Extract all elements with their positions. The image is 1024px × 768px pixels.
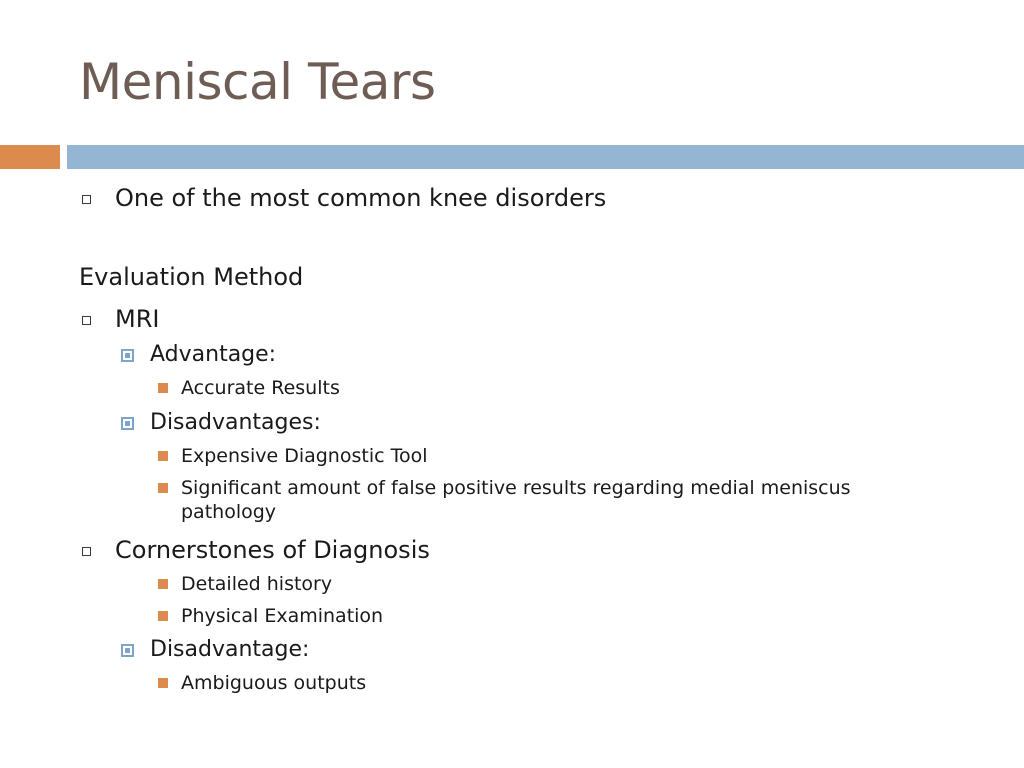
square-bullet-icon [158,383,168,393]
square-bullet-icon [158,483,168,493]
square-bullet-icon [158,579,168,589]
bullet-advantage: Advantage: [150,342,277,367]
bullet-intro: One of the most common knee disorders [115,184,607,212]
bullet-cornerstones: Cornerstones of Diagnosis [115,536,430,564]
bullet-mri: MRI [115,305,160,333]
sub-bullet-box-icon [121,417,134,430]
bullet-box-icon [82,547,91,556]
bullet-ambiguous-outputs: Ambiguous outputs [181,672,367,694]
sub-bullet-box-icon [121,644,134,657]
slide-title: Meniscal Tears [79,53,436,111]
bullet-box-icon [82,195,91,204]
title-rule-blue [67,145,1024,169]
bullet-expensive-tool: Expensive Diagnostic Tool [181,445,428,467]
bullet-false-positive-continued: pathology [181,501,277,523]
bullet-false-positive: Significant amount of false positive results regarding medial meniscus [181,477,851,499]
bullet-disadvantages: Disadvantages: [150,410,321,435]
section-heading: Evaluation Method [79,263,304,291]
bullet-detailed-history: Detailed history [181,573,333,595]
square-bullet-icon [158,678,168,688]
square-bullet-icon [158,611,168,621]
bullet-disadvantage: Disadvantage: [150,637,310,662]
bullet-accurate-results: Accurate Results [181,377,340,399]
sub-bullet-box-icon [121,349,134,362]
bullet-physical-examination: Physical Examination [181,605,384,627]
title-rule-orange [0,145,60,169]
bullet-box-icon [82,316,91,325]
square-bullet-icon [158,451,168,461]
